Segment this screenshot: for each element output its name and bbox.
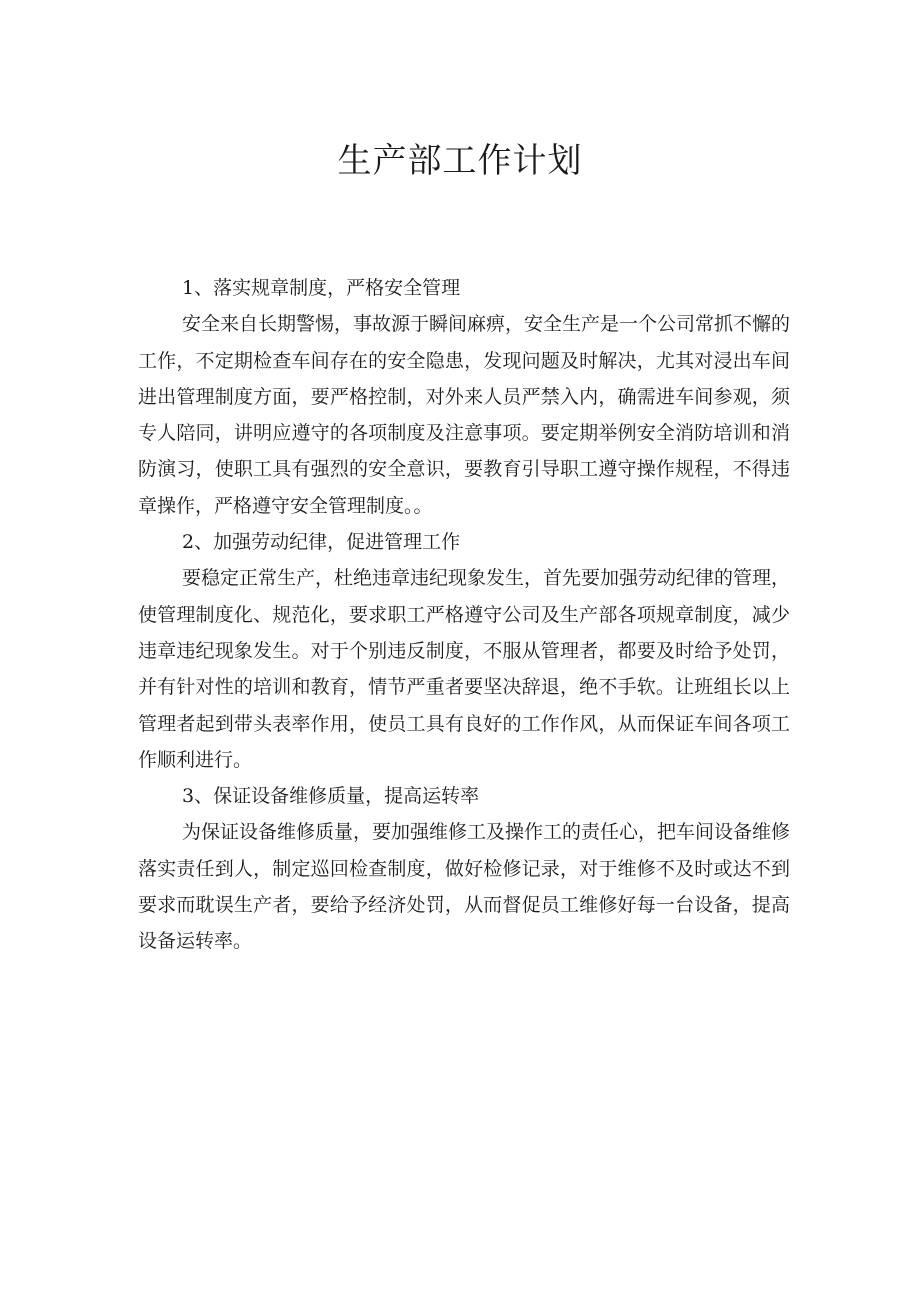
document-title: 生产部工作计划 (337, 141, 583, 181)
section-paragraph-1: 安全来自长期警惕，事故源于瞬间麻痹，安全生产是一个公司常抓不懈的工作，不定期检查车间存在的安全隐患，发现问题及时解决，尤其对浸出车间进出管理制度方面，要严格控制，对外来人员严禁入内，确需进车间参观，须专人陪同，讲明应遵守的各项制度及注意事项。要定期举例安全消防培训和消防演习，使职工具有强烈的安全意识，要教育引导职工遵守操作规程，不得违章操作，严格遵守安全管理制度。。 (138, 313, 791, 517)
section-paragraph-2: 要稳定正常生产，杜绝违章违纪现象发生，首先要加强劳动纪律的管理，使管理制度化、规范化，要求职工严格遵守公司及生产部各项规章制度，减少违章违纪现象发生。对于个别违反制度，不服从管理者，都要及时给予处罚，并有针对性的培训和教育，情节严重者要坚决辞退，绝不手软。让班组长以上管理者起到带头表率作用，使员工具有良好的工作作风，从而保证车间各项工作顺利进行。 (138, 567, 791, 771)
section-heading-1: 1、落实规章制度，严格安全管理 (182, 277, 461, 299)
section-paragraph-3: 为保证设备维修质量，要加强维修工及操作工的责任心，把车间设备维修落实责任到人，制定巡回检查制度，做好检修记录，对于维修不及时或达不到要求而耽误生产者，要给予经济处罚，从而督促员工维修好每一台设备，提高设备运转率。 (138, 821, 791, 953)
section-heading-3: 3、保证设备维修质量，提高运转率 (182, 785, 480, 808)
document-body (138, 270, 790, 960)
section-heading-2: 2、加强劳动纪律，促进管理工作 (182, 531, 461, 554)
